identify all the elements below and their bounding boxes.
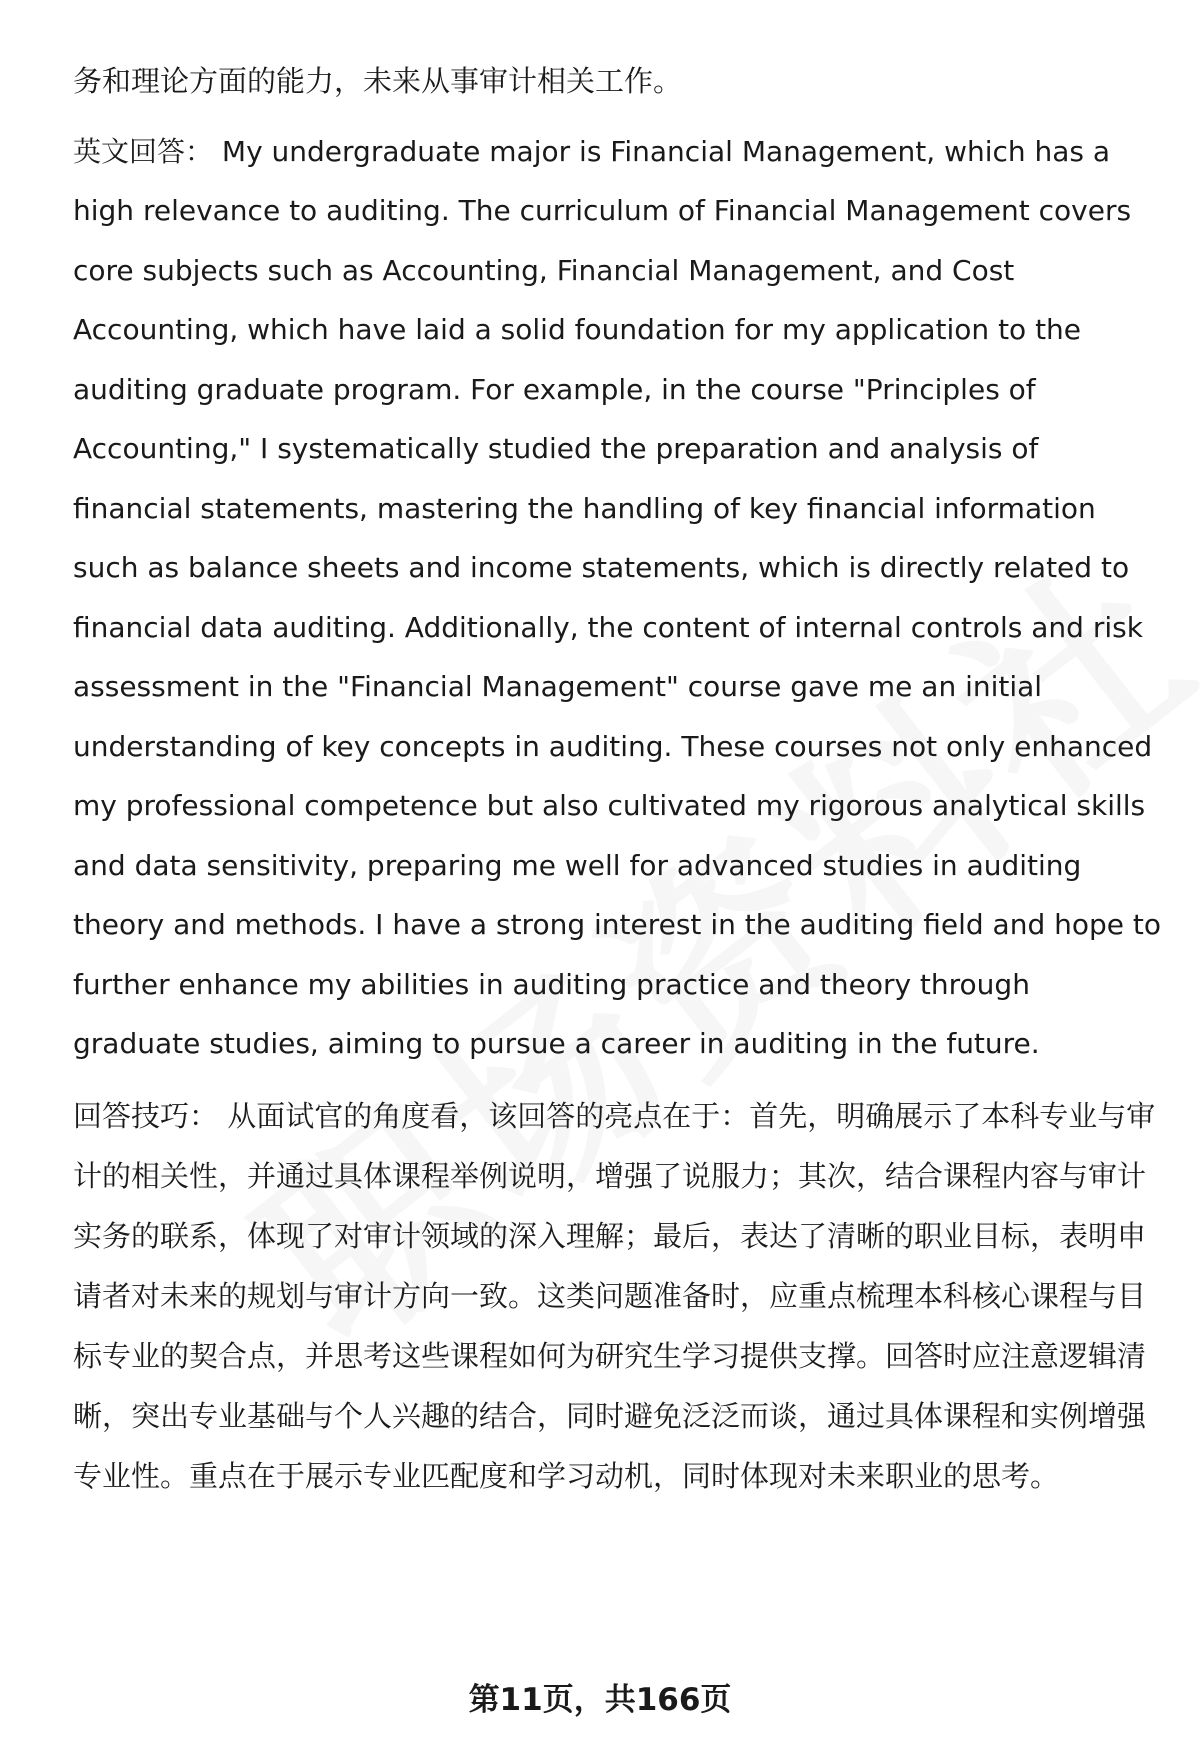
page-number-footer: 第11页，共166页: [468, 1682, 732, 1718]
continuation-text: 务和理论方面的能力，未来从事审计相关工作。: [73, 64, 683, 98]
document-body: [73, 52, 1163, 1506]
continuation-paragraph: [73, 52, 1163, 112]
english-answer-paragraph: [73, 122, 1163, 1074]
answer-tips-paragraph: [73, 1086, 1163, 1506]
answer-tips-text: 从面试官的角度看，该回答的亮点在于：首先，明确展示了本科专业与审计的相关性，并通过具体课程举例说明，增强了说服力；其次，结合课程内容与审计实务的联系，体现了对审计领域的深入理解；最后，表达了清晰的职业目标，表明申请者对未来的规划与审计方向一致。这类问题准备时，应重点梳理本科核心课程与目标专业的契合点，并思考这些课程如何为研究生学习提供支撑。回答时应注意逻辑清晰，突出专业基础与个人兴趣的结合，同时避免泛泛而谈，通过具体课程和实例增强专业性。重点在于展示专业匹配度和学习动机，同时体现对未来职业的思考。: [73, 1098, 1156, 1493]
english-answer-label: 英文回答：: [73, 134, 214, 168]
answer-tips-label: 回答技巧：: [73, 1098, 219, 1133]
english-answer-text: My undergraduate major is Financial Management, which has a high relevance to auditing. The curriculum of Financial Management covers core subjects such as Accounting, Financial Management, and Cost Accounting, which have laid a solid foundation for my application to the auditing graduate program. For example, in the course "Principles of Accounting," I systematically studied the preparation and analysis of financial statements, mastering the handling of key financial information such as balance sheets and income statements, which is directly related to financial data auditing. Additionally, the content of internal controls and risk assessment in the "Financial Management" course gave me an initial understanding of key concepts in auditing. These courses not only enhanced my professional competence but also cultivated my rigorous analytical skills and data sensitivity, preparing me well for advanced studies in auditing theory and methods. I have a strong interest in the auditing field and hope to further enhance my abilities in auditing practice and theory through graduate studies, aiming to pursue a career in auditing in the future.: [73, 134, 1162, 1060]
